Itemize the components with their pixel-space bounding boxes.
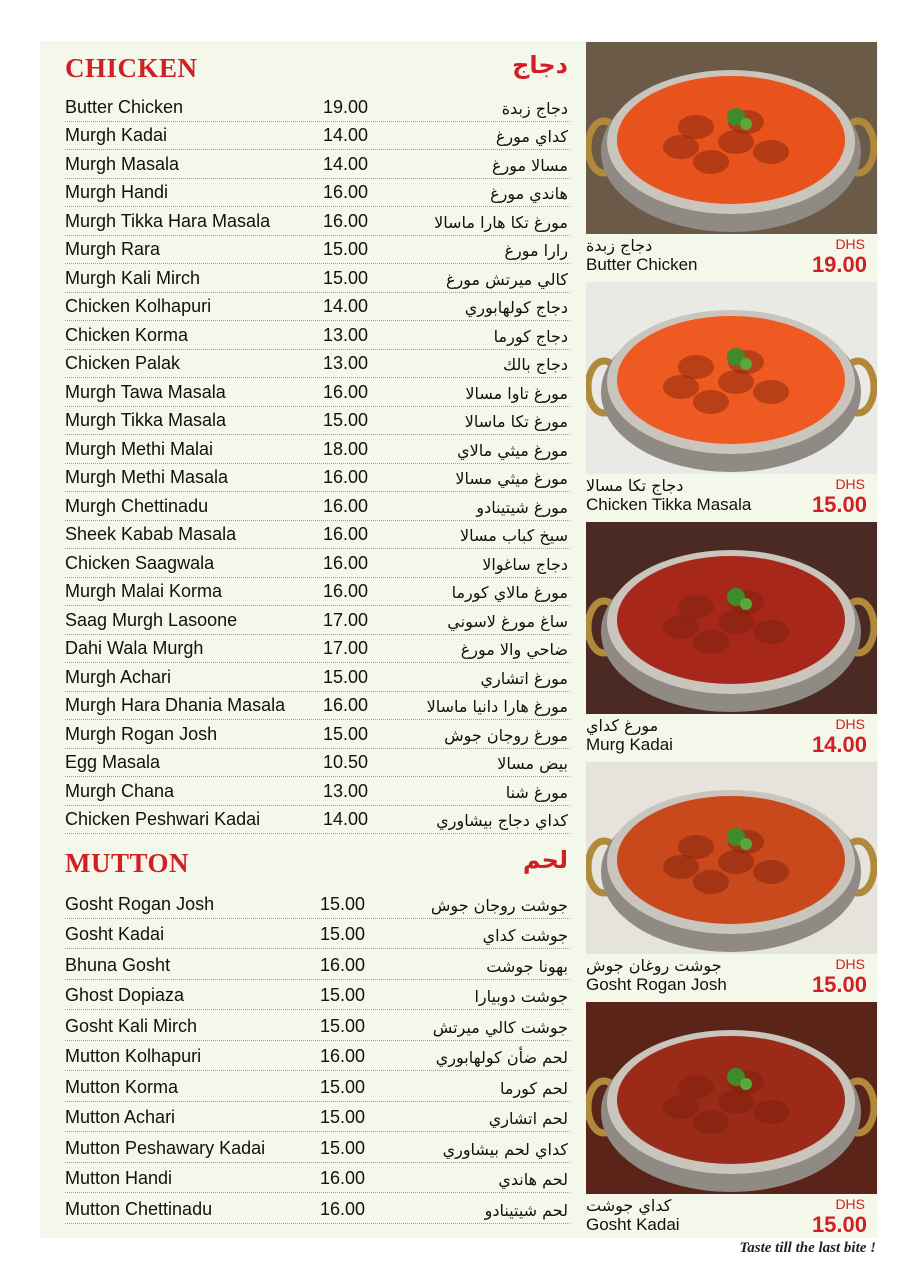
item-name-ar: مورغ مالاي كورما: [451, 583, 568, 602]
item-name-en: Ghost Dopiaza: [65, 985, 185, 1005]
item-price: 14.00: [323, 153, 369, 174]
item-name-ar: جوشت كالي ميرتش: [432, 1017, 568, 1037]
dish-photo: [586, 42, 877, 234]
item-price: 10.50: [323, 752, 369, 772]
menu-item-row: [65, 293, 570, 322]
item-price: 15.00: [323, 410, 369, 430]
item-name-ar: مسالا مورغ: [491, 155, 568, 175]
item-price: 15.00: [323, 666, 369, 687]
dish-photo: [586, 282, 877, 474]
item-price: 17.00: [323, 638, 369, 658]
menu-item-row: [65, 435, 570, 464]
dish-caption: [586, 1194, 877, 1242]
item-name-ar: كداي دجاج بيشاوري: [436, 811, 568, 830]
menu-item-row: [65, 350, 570, 379]
menu-item-row: [65, 1193, 570, 1224]
menu-item-row: [65, 635, 570, 664]
item-name-en: Chicken Peshwari Kadai: [65, 809, 261, 829]
menu-item-row: [65, 980, 570, 1011]
item-name-en: Gosht Kadai: [65, 924, 165, 944]
item-name-en: Bhuna Gosht: [65, 954, 171, 975]
section-header: [65, 53, 570, 93]
dish-photo: [586, 522, 877, 714]
item-name-ar: رارا مورغ: [504, 241, 568, 260]
item-name-en: Chicken Palak: [65, 353, 181, 373]
dish-name-ar: مورغ كداي: [586, 716, 659, 735]
dish-price: 15.00: [811, 972, 867, 997]
menu-item-row: [65, 1163, 570, 1194]
item-name-ar: مورغ اتشاري: [480, 668, 568, 688]
item-name-ar: دجاج بالك: [503, 355, 568, 374]
dish-photo: [586, 762, 877, 954]
dish-photo-illustration: [586, 522, 877, 714]
menu-item-row: [65, 464, 570, 493]
menu-item-row: [65, 521, 570, 550]
dish-name-en: Chicken Tikka Masala: [586, 495, 752, 514]
item-name-ar: لحم هاندي: [498, 1170, 568, 1189]
section-title-ar: دجاج: [512, 51, 568, 79]
item-price: 17.00: [323, 609, 369, 630]
item-name-ar: بيض مسالا: [497, 754, 568, 773]
item-name-ar: لحم كورما: [500, 1078, 568, 1098]
dish-name-ar: دجاج زبدة: [586, 236, 653, 255]
dish-photo-illustration: [586, 1002, 877, 1194]
item-name-ar: سيخ كباب مسالا: [460, 526, 568, 545]
item-name-ar: كداي مورغ: [495, 127, 568, 146]
item-price: 14.00: [323, 125, 369, 145]
currency-label: DHS: [835, 476, 865, 492]
item-price: 14.00: [323, 296, 369, 316]
currency-label: DHS: [835, 1196, 865, 1212]
dish-photo-illustration: [586, 762, 877, 954]
dish-price: 15.00: [811, 492, 867, 517]
chicken-section: [65, 53, 570, 834]
item-price: 13.00: [323, 324, 369, 345]
item-price: 16.00: [323, 695, 369, 715]
item-name-en: Murgh Chana: [65, 780, 175, 801]
menu-item-row: [65, 1071, 570, 1102]
item-name-ar: مورغ ميثي مسالا: [455, 469, 568, 488]
item-name-ar: مورغ ميثي مالاي: [457, 440, 568, 460]
section-title-en: MUTTON: [65, 848, 190, 878]
menu-item-row: [65, 378, 570, 407]
menu-item-row: [65, 663, 570, 692]
item-name-en: Murgh Methi Malai: [65, 438, 214, 459]
item-price: 15.00: [320, 1137, 366, 1158]
item-price: 15.00: [320, 985, 366, 1005]
item-price: 19.00: [323, 96, 369, 117]
tagline: Taste till the last bite !: [739, 1240, 876, 1256]
item-name-en: Egg Masala: [65, 752, 161, 772]
menu-item-row: [65, 749, 570, 778]
menu-item-row: [65, 606, 570, 635]
item-price: 16.00: [323, 524, 369, 544]
item-name-en: Murgh Hara Dhania Masala: [65, 695, 286, 715]
item-name-en: Murgh Chettinadu: [65, 495, 209, 516]
dish-photo-illustration: [586, 282, 877, 474]
dish-price: 15.00: [811, 1212, 867, 1237]
menu-item-row: [65, 1041, 570, 1072]
item-price: 16.00: [320, 1046, 366, 1066]
item-name-ar: جوشت روجان جوش: [430, 895, 568, 915]
menu-item-row: [65, 1102, 570, 1133]
dish-name-en: Murg Kadai: [586, 735, 673, 754]
item-name-en: Saag Murgh Lasoone: [65, 609, 238, 630]
item-name-en: Chicken Korma: [65, 324, 189, 345]
item-name-en: Murgh Masala: [65, 153, 180, 174]
item-name-ar: مورغ شنا: [505, 782, 568, 802]
item-price: 16.00: [323, 210, 369, 231]
item-name-en: Murgh Rara: [65, 239, 161, 259]
item-name-ar: جوشت كداي: [482, 926, 568, 945]
item-name-en: Dahi Wala Murgh: [65, 638, 204, 658]
dish-name-en: Gosht Kadai: [586, 1215, 680, 1234]
dish-name-ar: دجاج تكا مسالا: [586, 476, 684, 495]
menu-item-row: [65, 179, 570, 208]
item-name-en: Butter Chicken: [65, 96, 184, 117]
item-price: 15.00: [323, 239, 369, 259]
item-name-en: Murgh Achari: [65, 666, 172, 687]
dish-name-en: Gosht Rogan Josh: [586, 975, 727, 994]
dish-photo: [586, 1002, 877, 1194]
item-name-ar: جوشت دوبيارا: [474, 987, 568, 1006]
item-name-ar: دجاج كولهابوري: [464, 298, 568, 317]
item-name-ar: دجاج ساغوالا: [482, 554, 568, 574]
item-price: 13.00: [323, 780, 369, 801]
dish-photo-illustration: [586, 42, 877, 234]
menu-item-row: [65, 919, 570, 950]
item-name-ar: بهونا جوشت: [486, 956, 568, 976]
menu-item-row: [65, 578, 570, 607]
section-title-en: CHICKEN: [65, 53, 198, 83]
item-price: 15.00: [323, 723, 369, 744]
menu-item-row: [65, 549, 570, 578]
item-name-en: Mutton Chettinadu: [65, 1198, 213, 1219]
menu-item-row: [65, 236, 570, 265]
item-name-ar: هاندي مورغ: [490, 184, 568, 203]
item-name-ar: مورغ شيتينادو: [476, 497, 568, 517]
item-name-en: Murgh Methi Masala: [65, 467, 229, 487]
dish-price: 14.00: [811, 732, 867, 757]
item-name-en: Murgh Malai Korma: [65, 581, 223, 601]
menu-item-row: [65, 720, 570, 749]
chicken-item-list: [65, 93, 570, 834]
menu-item-row: [65, 150, 570, 179]
item-name-ar: ساغ مورغ لاسوني: [447, 611, 568, 631]
item-name-en: Chicken Saagwala: [65, 552, 215, 573]
item-price: 18.00: [323, 438, 369, 459]
item-price: 16.00: [323, 467, 369, 487]
item-price: 14.00: [323, 809, 369, 829]
item-name-ar: مورغ تكا هارا ماسالا: [434, 212, 568, 232]
item-price: 16.00: [323, 581, 369, 601]
menu-item-row: [65, 806, 570, 835]
item-name-en: Chicken Kolhapuri: [65, 296, 212, 316]
currency-label: DHS: [835, 236, 865, 252]
item-price: 16.00: [320, 1168, 366, 1188]
menu-item-row: [65, 1010, 570, 1041]
item-name-ar: دجاج كورما: [493, 326, 568, 346]
item-price: 16.00: [323, 182, 369, 202]
section-title-ar: لحم: [522, 846, 568, 874]
item-name-ar: دجاج زبدة: [501, 98, 568, 118]
currency-label: DHS: [835, 956, 865, 972]
item-name-ar: كالي ميرتش مورغ: [445, 269, 568, 289]
item-price: 16.00: [323, 381, 369, 402]
item-name-en: Murgh Kadai: [65, 125, 168, 145]
item-name-ar: مورغ تاوا مسالا: [465, 383, 568, 403]
item-price: 15.00: [320, 1107, 366, 1127]
item-name-ar: لحم اتشاري: [488, 1109, 568, 1128]
item-name-en: Murgh Handi: [65, 182, 169, 202]
dish-caption: [586, 954, 877, 1002]
menu-item-row: [65, 777, 570, 806]
menu-item-row: [65, 264, 570, 293]
mutton-item-list: [65, 888, 570, 1224]
item-name-en: Murgh Rogan Josh: [65, 723, 218, 744]
item-price: 16.00: [323, 495, 369, 516]
item-price: 16.00: [320, 1198, 366, 1219]
item-name-en: Sheek Kabab Masala: [65, 524, 237, 544]
item-price: 15.00: [323, 267, 369, 288]
dish-name-ar: كداي جوشت: [586, 1196, 672, 1215]
item-name-en: Murgh Tikka Hara Masala: [65, 210, 271, 231]
item-price: 15.00: [320, 924, 366, 944]
item-name-ar: مورغ تكا ماسالا: [464, 412, 568, 431]
menu-item-row: [65, 1132, 570, 1163]
menu-item-row: [65, 207, 570, 236]
mutton-section: [65, 848, 570, 1224]
item-name-ar: مورغ روجان جوش: [444, 725, 568, 745]
menu-item-row: [65, 93, 570, 122]
item-name-ar: ضاحي والا مورغ: [460, 640, 568, 659]
item-price: 15.00: [320, 1076, 366, 1097]
item-price: 13.00: [323, 353, 369, 373]
item-name-en: Mutton Achari: [65, 1107, 176, 1127]
item-name-ar: لحم ضأن كولهابوري: [435, 1048, 568, 1067]
menu-item-row: [65, 692, 570, 721]
item-price: 16.00: [320, 954, 366, 975]
item-name-en: Murgh Tikka Masala: [65, 410, 227, 430]
item-name-en: Gosht Rogan Josh: [65, 893, 215, 914]
item-name-en: Gosht Kali Mirch: [65, 1015, 198, 1036]
currency-label: DHS: [835, 716, 865, 732]
dish-caption: [586, 474, 877, 522]
dish-name-ar: جوشت روغان جوش: [586, 956, 722, 975]
item-price: 15.00: [320, 893, 366, 914]
section-header: [65, 848, 570, 888]
menu-item-row: [65, 888, 570, 919]
item-name-en: Mutton Peshawary Kadai: [65, 1137, 266, 1158]
item-name-en: Murgh Tawa Masala: [65, 381, 226, 402]
dish-caption: [586, 714, 877, 762]
featured-dishes: [586, 42, 877, 1242]
item-name-en: Mutton Korma: [65, 1076, 179, 1097]
menu-item-row: [65, 122, 570, 151]
menu-item-row: [65, 321, 570, 350]
item-name-en: Mutton Kolhapuri: [65, 1046, 202, 1066]
item-name-ar: كداي لحم بيشاوري: [442, 1139, 568, 1159]
dish-caption: [586, 234, 877, 282]
menu-item-row: [65, 492, 570, 521]
item-price: 16.00: [323, 552, 369, 573]
dish-price: 19.00: [811, 252, 867, 277]
item-name-ar: مورغ هارا دانيا ماسالا: [426, 697, 568, 716]
item-name-ar: لحم شيتينادو: [484, 1200, 568, 1220]
item-name-en: Murgh Kali Mirch: [65, 267, 201, 288]
item-price: 15.00: [320, 1015, 366, 1036]
item-name-en: Mutton Handi: [65, 1168, 173, 1188]
menu-item-row: [65, 407, 570, 436]
dish-name-en: Butter Chicken: [586, 255, 698, 274]
menu-item-row: [65, 949, 570, 980]
